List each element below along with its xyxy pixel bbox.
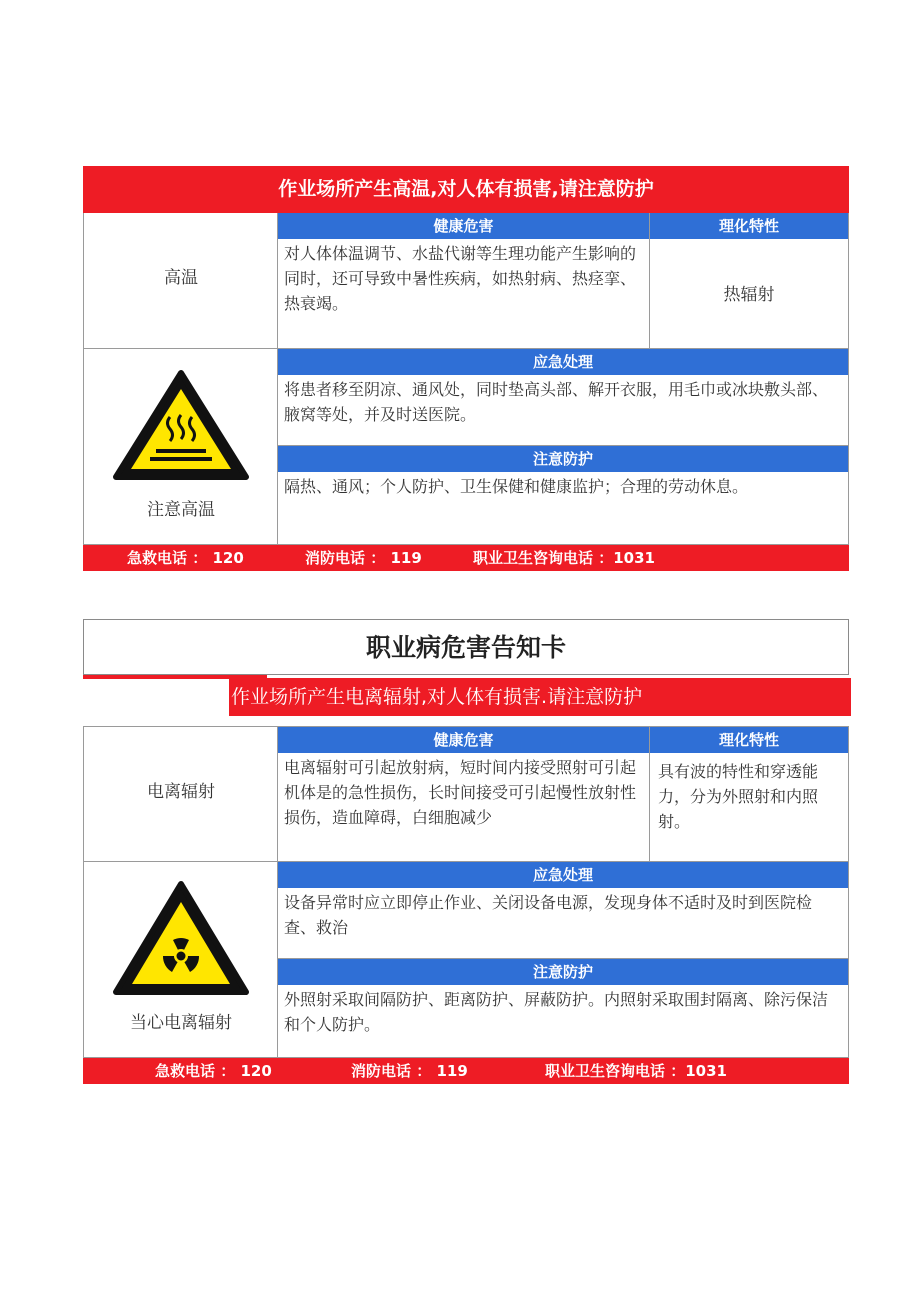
protection-section [278, 959, 848, 1037]
sign-label: 当心电离辐射 [130, 1013, 232, 1033]
response-row [84, 349, 848, 545]
occupational-health-phone: 职业卫生咨询电话 ：1031 [545, 1062, 727, 1080]
health-hazard-header: 健康危害 [278, 727, 649, 753]
health-hazard-cell [278, 213, 650, 348]
hazard-row [84, 727, 848, 862]
properties-cell [650, 727, 848, 861]
protection-header: 注意防护 [278, 959, 848, 985]
card-grid [83, 213, 849, 545]
health-hazard-text: 电离辐射可引起放射病，短时间内接受照射可引起机体是的急性损伤，长时间接受可引起慢性放射性损伤，造血障碍，白细胞减少 [284, 758, 637, 827]
first-aid-phone: 急救电话 ： 120 [127, 549, 244, 567]
sign-label: 注意高温 [147, 500, 215, 520]
protection-text: 外照射采取间隔防护、距离防护、屏蔽防护。内照射采取围封隔离、除污保洁和个人防护。 [284, 990, 829, 1034]
hot-surface-warning-icon [112, 369, 250, 483]
emergency-text: 设备异常时应立即停止作业、关闭设备电源，发现身体不适时及时到医院检查、救治 [284, 893, 813, 937]
hazard-name: 电离辐射 [147, 782, 215, 802]
hazard-name-cell [84, 727, 278, 861]
card-title: 职业病危害告知卡 [83, 619, 849, 675]
properties-header: 理化特性 [650, 727, 848, 753]
protection-section [278, 446, 848, 499]
protection-text: 隔热、通风；个人防护、卫生保健和健康监护；合理的劳动休息。 [284, 477, 749, 496]
card-banner: 作业场所产生电离辐射,对人体有损害.请注意防护 [229, 678, 851, 716]
radiation-warning-icon [112, 880, 250, 998]
response-row [84, 862, 848, 1058]
first-aid-phone: 急救电话 ： 120 [155, 1062, 272, 1080]
properties-cell [650, 213, 848, 348]
sign-cell [84, 349, 278, 544]
card-banner: 作业场所产生高温,对人体有损害,请注意防护 [83, 166, 849, 213]
emergency-header: 应急处理 [278, 862, 848, 888]
fire-phone: 消防电话 ： 119 [305, 549, 422, 567]
emergency-phone-footer [83, 545, 849, 571]
occupational-health-phone: 职业卫生咨询电话 ：1031 [473, 549, 655, 567]
action-cell [278, 349, 848, 544]
hazard-name: 高温 [164, 268, 198, 288]
health-hazard-text: 对人体体温调节、水盐代谢等生理功能产生影响的同时，还可导致中暑性疾病，如热射病、热痉挛、热衰竭。 [284, 244, 637, 313]
emergency-phone-footer [83, 1058, 849, 1084]
hazard-card-ionizing-radiation [83, 619, 849, 1084]
properties-text: 热辐射 [723, 285, 775, 305]
action-cell [278, 862, 848, 1057]
card-grid [83, 726, 849, 1058]
health-hazard-header: 健康危害 [278, 213, 649, 239]
properties-header: 理化特性 [650, 213, 848, 239]
emergency-text: 将患者移至阴凉、通风处，同时垫高头部、解开衣服，用毛巾或冰块敷头部、腋窝等处，并及时送医院。 [284, 380, 829, 424]
emergency-header: 应急处理 [278, 349, 848, 375]
hazard-row [84, 213, 848, 349]
emergency-section [278, 862, 848, 959]
health-hazard-cell [278, 727, 650, 861]
protection-header: 注意防护 [278, 446, 848, 472]
fire-phone: 消防电话 ： 119 [351, 1062, 468, 1080]
hazard-card-high-temperature [83, 166, 849, 571]
properties-text: 具有波的特性和穿透能力，分为外照射和内照射。 [658, 762, 819, 831]
emergency-section [278, 349, 848, 446]
sign-cell [84, 862, 278, 1057]
hazard-name-cell [84, 213, 278, 348]
